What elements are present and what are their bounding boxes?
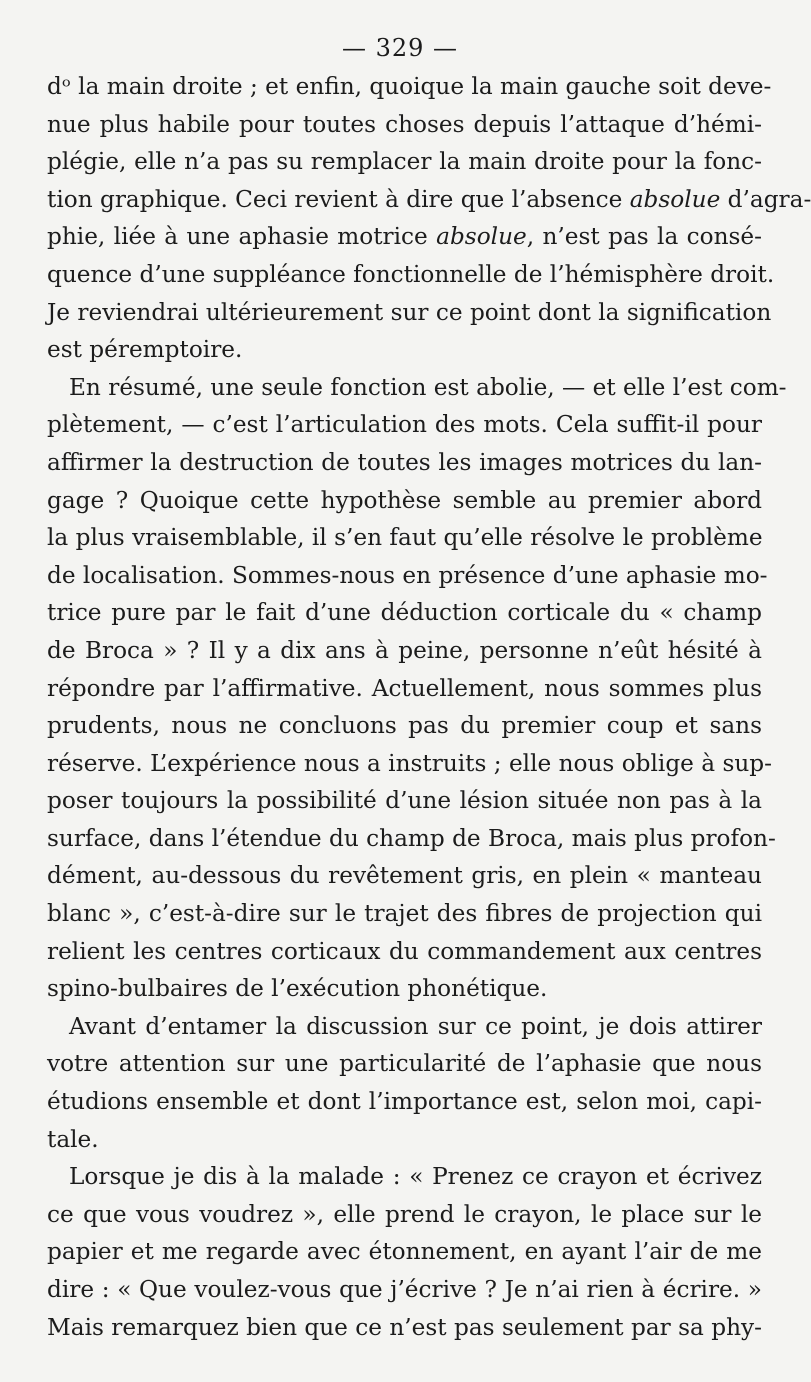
text-line: de localisation. Sommes-nous en présence d’une aphasie mo- xyxy=(47,561,768,589)
text-line: est péremptoire. xyxy=(47,336,243,364)
text-line: Je reviendrai ultérieurement sur ce point dont la signification xyxy=(47,298,772,326)
text-line: dᵒ la main droite ; et enfin, quoique la main gauche soit deve- xyxy=(47,73,772,100)
text-line: tale. xyxy=(47,1125,99,1153)
text-line: affirmer la destruction de toutes les images motrices du lan- xyxy=(47,448,762,476)
text-line: Lorsque je dis à la malade : « Prenez ce crayon et écrivez xyxy=(69,1163,762,1191)
text-line: relient les centres corticaux du commandement aux centres xyxy=(47,937,762,965)
body-text xyxy=(47,68,811,1346)
text-line: plètement, — c’est l’articulation des mots. Cela suffit-il pour xyxy=(47,411,762,439)
text-line: poser toujours la possibilité d’une lésion située non pas à la xyxy=(47,787,762,815)
text-line: répondre par l’affirmative. Actuellement, nous sommes plus xyxy=(47,674,762,702)
text-line: tion graphique. Ceci revient à dire que l’absence absolue d’agra- xyxy=(47,185,811,213)
text-line: Avant d’entamer la discussion sur ce point, je dois attirer xyxy=(69,1012,762,1040)
text-line: phie, liée à une aphasie motrice absolue, n’est pas la consé- xyxy=(47,223,762,251)
text-line: surface, dans l’étendue du champ de Broca, mais plus profon- xyxy=(47,824,776,852)
text-line: En résumé, une seule fonction est abolie, — et elle l’est com- xyxy=(69,373,787,401)
page-number: — 329 — xyxy=(341,34,459,62)
text-line: nue plus habile pour toutes choses depuis l’attaque d’hémi- xyxy=(47,110,762,138)
text-line: votre attention sur une particularité de l’aphasie que nous xyxy=(47,1050,762,1078)
text-line: spino-bulbaires de l’exécution phonétique. xyxy=(47,975,548,1003)
text-line: papier et me regarde avec étonnement, en ayant l’air de me xyxy=(47,1238,762,1266)
text-line: Mais remarquez bien que ce n’est pas seulement par sa phy- xyxy=(47,1313,762,1341)
text-line: trice pure par le fait d’une déduction corticale du « champ xyxy=(47,599,762,627)
text-line: étudions ensemble et dont l’importance est, selon moi, capi- xyxy=(47,1088,762,1116)
text-line: de Broca » ? Il y a dix ans à peine, personne n’eût hésité à xyxy=(47,636,762,664)
text-line: dément, au-dessous du revêtement gris, en plein « manteau xyxy=(47,862,762,890)
text-line: ce que vous voudrez », elle prend le crayon, le place sur le xyxy=(47,1200,762,1228)
text-line: gage ? Quoique cette hypothèse semble au premier abord xyxy=(47,486,762,514)
text-line: la plus vraisemblable, il s’en faut qu’elle résolve le problème xyxy=(47,524,763,552)
text-line: dire : « Que voulez-vous que j’écrive ? Je n’ai rien à écrire. » xyxy=(47,1276,762,1303)
text-line: plégie, elle n’a pas su remplacer la main droite pour la fonc- xyxy=(47,148,762,176)
text-line: réserve. L’expérience nous a instruits ; elle nous oblige à sup- xyxy=(47,749,772,777)
text-line: prudents, nous ne concluons pas du premier coup et sans xyxy=(47,712,762,740)
text-line: quence d’une suppléance fonctionnelle de l’hémisphère droit. xyxy=(47,260,775,288)
text-line: blanc », c’est-à-dire sur le trajet des fibres de projection qui xyxy=(47,900,762,928)
